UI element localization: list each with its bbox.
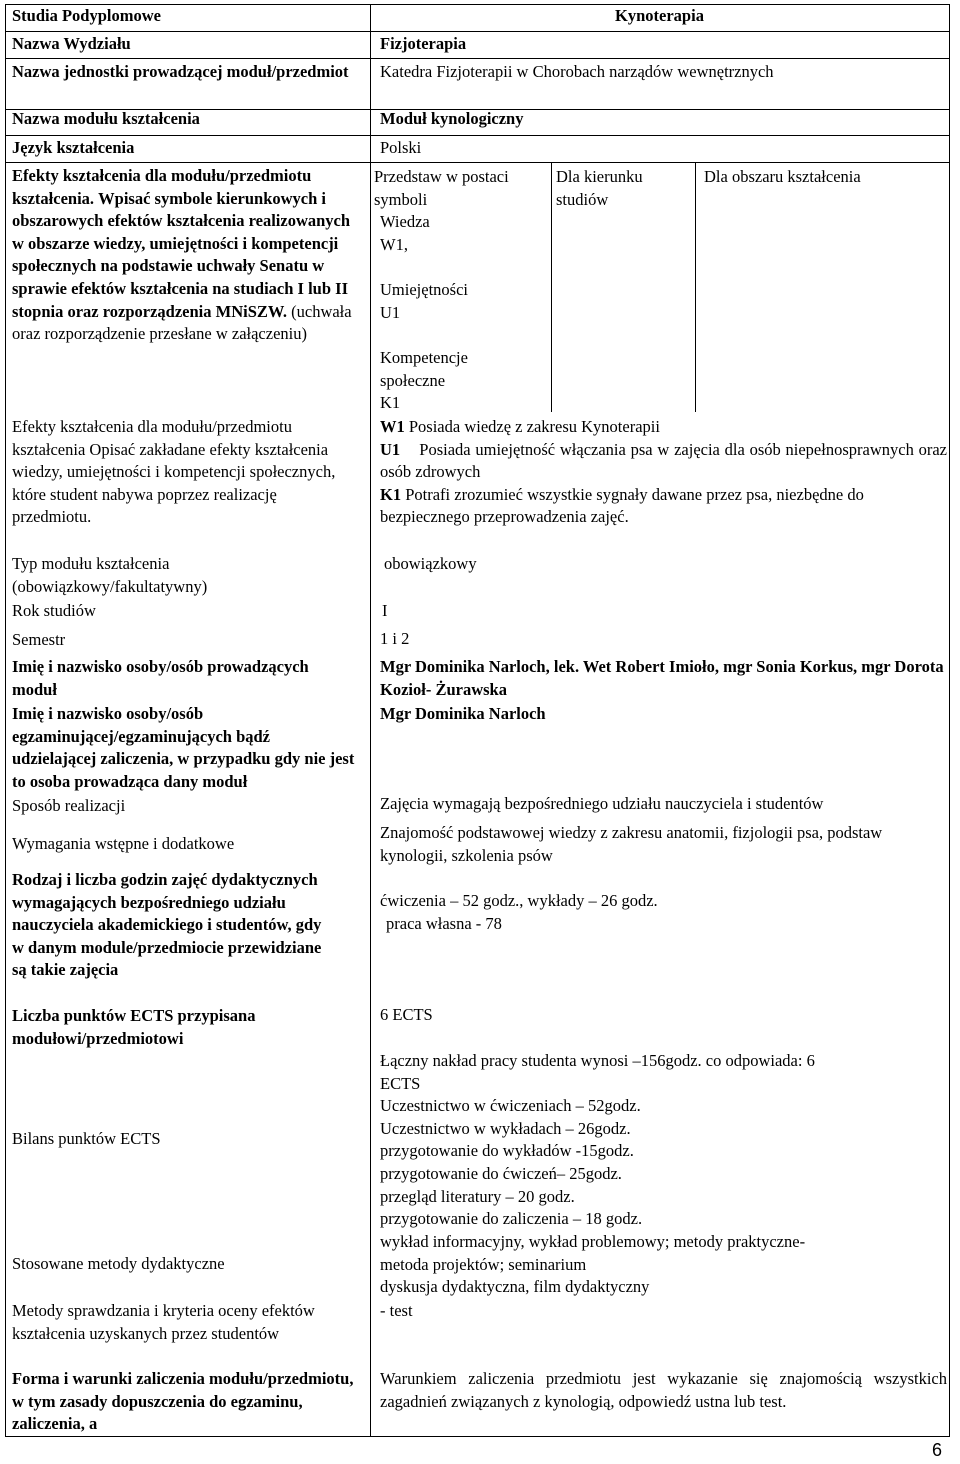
typ-label: Typ modułu kształcenia (obowiązkowy/fakultatywny) bbox=[12, 554, 208, 596]
efekty-note: (uchwała oraz rozporządzenie przesłane w załączeniu) bbox=[12, 301, 352, 344]
page-number: 6 bbox=[932, 1440, 943, 1460]
k1-code: K1 bbox=[380, 484, 402, 504]
wydzial-label: Nazwa Wydziału bbox=[12, 34, 131, 53]
sprawdzanie-label: Metody sprawdzania i kryteria oceny efektów kształcenia uzyskanych przez studentów bbox=[12, 1301, 315, 1343]
table-rule bbox=[949, 4, 950, 1436]
studia-value: Kynoterapia bbox=[615, 6, 704, 25]
godziny-label: Rodzaj i liczba godzin zajęć dydaktycznych wymagających bezpośredniego udziału nauczyciela akademickiego i studentów, gdy w danym module/przedmiocie przewidziane są takie zajęcia bbox=[12, 870, 322, 980]
table-rule bbox=[5, 4, 6, 1436]
egzaminator-label: Imię i nazwisko osoby/osób egzaminującej/egzaminujących bądź udzielającej zaliczenia, w przypadku gdy nie jest to osoba prowadząca dany moduł bbox=[12, 704, 355, 791]
table-rule bbox=[5, 1436, 950, 1437]
semestr-label: Semestr bbox=[12, 630, 66, 649]
metody-label: Stosowane metody dydaktyczne bbox=[12, 1254, 225, 1273]
bilans-line: przygotowanie do ćwiczeń– 25godz. bbox=[380, 1163, 622, 1183]
k1-item bbox=[380, 484, 947, 529]
metody-line: metoda projektów; seminarium bbox=[380, 1254, 587, 1274]
table-rule bbox=[5, 58, 950, 59]
bilans-line: przygotowanie do zaliczenia – 18 godz. bbox=[380, 1209, 643, 1229]
u1-code: U1 bbox=[380, 439, 401, 459]
k1-text: Potrafi zrozumieć wszystkie sygnały dawane przez psa, niezbędne do bezpiecznego przeprowadzenia zajęć. bbox=[380, 484, 864, 527]
u1-item bbox=[380, 439, 947, 484]
studia-label: Studia Podyplomowe bbox=[12, 6, 161, 25]
jezyk-value: Polski bbox=[380, 138, 422, 157]
table-rule bbox=[370, 4, 371, 1436]
w1-text: Posiada wiedzę z zakresu Kynoterapii bbox=[408, 417, 660, 436]
jezyk-label: Język kształcenia bbox=[12, 138, 135, 157]
godziny-value-1: ćwiczenia – 52 godz., wykłady – 26 godz. bbox=[380, 891, 658, 910]
jednostka-value: Katedra Fizjoterapii w Chorobach narządów wewnętrznych bbox=[380, 62, 774, 81]
forma-label: Forma i warunki zaliczenia modułu/przedmiotu, w tym zasady dopuszczenia do egzaminu, zaliczenia, a bbox=[12, 1369, 354, 1434]
bilans-line: przygotowanie do wykładów -15godz. bbox=[380, 1141, 634, 1161]
egzaminator-value: Mgr Dominika Narloch bbox=[380, 704, 546, 723]
sposob-label: Sposób realizacji bbox=[12, 796, 126, 815]
metody-lines bbox=[380, 1231, 805, 1299]
bilans-lines bbox=[380, 1050, 815, 1231]
prowadzacy-label: Imię i nazwisko osoby/osób prowadzących moduł bbox=[12, 657, 309, 699]
godziny-value-2: praca własna - 78 bbox=[386, 914, 502, 933]
umiejetnosci-label: Umiejętności bbox=[380, 280, 468, 299]
umiejetnosci-symbol: U1 bbox=[380, 303, 401, 322]
table-rule bbox=[551, 162, 552, 412]
semestr-value: 1 i 2 bbox=[380, 629, 410, 648]
table-rule bbox=[5, 31, 950, 32]
bilans-line: ECTS bbox=[380, 1073, 421, 1093]
modul-value: Moduł kynologiczny bbox=[380, 109, 524, 128]
efekty-instruction: Wpisać symbole kierunkowych i obszarowych efektów kształcenia realizowanych w obszarze wiedzy, umiejętności i kompetencji społecznych na podstawie uchwały Senatu w sprawie efektów kształcenia na studiach I lub II stopnia oraz rozporządzenia MNiSZW. bbox=[12, 188, 351, 321]
wiedza-label: Wiedza bbox=[380, 212, 430, 231]
w1-code: W1 bbox=[380, 417, 405, 436]
w1-item bbox=[380, 416, 947, 439]
kompetencje-symbol: K1 bbox=[380, 393, 401, 412]
rok-value: I bbox=[382, 601, 388, 620]
obszar-header: Dla obszaru kształcenia bbox=[704, 167, 861, 186]
typ-value: obowiązkowy bbox=[384, 554, 477, 573]
rok-label: Rok studiów bbox=[12, 601, 96, 620]
kierunek-header: Dla kierunku studiów bbox=[556, 167, 643, 209]
effects-list bbox=[380, 416, 947, 529]
symbols-header: Przedstaw w postaci symboli bbox=[374, 167, 509, 209]
wymagania-value: Znajomość podstawowej wiedzy z zakresu anatomii, fizjologii psa, podstaw kynologii, szkolenia psów bbox=[380, 823, 883, 865]
wiedza-symbol: W1, bbox=[380, 235, 408, 254]
prowadzacy-value: Mgr Dominika Narloch, lek. Wet Robert Imioło, mgr Sonia Korkus, mgr Dorota Kozioł- Żurawska bbox=[380, 657, 944, 699]
sprawdzanie-value: - test bbox=[380, 1301, 413, 1320]
bilans-line: Uczestnictwo w ćwiczeniach – 52godz. bbox=[380, 1096, 641, 1116]
efekty-label: Efekty kształcenia dla modułu/przedmiotu kształcenia. bbox=[12, 166, 312, 208]
table-rule bbox=[695, 162, 696, 412]
ects-label: Liczba punktów ECTS przypisana modułowi/przedmiotowi bbox=[12, 1006, 256, 1048]
u1-text: Posiada umiejętność włączania psa w zajęcia dla osób niepełnosprawnych oraz osób zdrowych bbox=[380, 439, 947, 482]
bilans-line: Uczestnictwo w wykładach – 26godz. bbox=[380, 1118, 631, 1138]
jednostka-label: Nazwa jednostki prowadzącej moduł/przedmiot bbox=[12, 62, 349, 81]
metody-line: dyskusja dydaktyczna, film dydaktyczny bbox=[380, 1277, 650, 1297]
table-rule bbox=[5, 135, 950, 136]
wymagania-label: Wymagania wstępne i dodatkowe bbox=[12, 834, 235, 853]
kompetencje-label: Kompetencje społeczne bbox=[380, 348, 468, 390]
bilans-line: przegląd literatury – 20 godz. bbox=[380, 1186, 575, 1206]
metody-line: wykład informacyjny, wykład problemowy; metody praktyczne- bbox=[380, 1232, 806, 1251]
bilans-label: Bilans punktów ECTS bbox=[12, 1129, 161, 1148]
modul-label: Nazwa modułu kształcenia bbox=[12, 109, 200, 128]
ects-value: 6 ECTS bbox=[380, 1005, 433, 1024]
bilans-line: Łączny nakład pracy studenta wynosi –156godz. co odpowiada: 6 bbox=[380, 1051, 815, 1070]
efekty-opis-label: Efekty kształcenia dla modułu/przedmiotu kształcenia bbox=[12, 417, 292, 459]
efekty-opis-block bbox=[12, 416, 357, 529]
sposob-value: Zajęcia wymagają bezpośredniego udziału nauczyciela i studentów bbox=[380, 794, 824, 813]
forma-value: Warunkiem zaliczenia przedmiotu jest wykazanie się znajomością wszystkich zagadnień związanych z kynologią, odpowiedź ustna lub test. bbox=[380, 1369, 947, 1411]
wydzial-value: Fizjoterapia bbox=[380, 34, 467, 53]
efekty-block bbox=[12, 165, 357, 346]
table-rule bbox=[5, 162, 950, 163]
efekty-opis-sub: Opisać zakładane efekty kształcenia wiedzy, umiejętności i kompetencji społecznych, które student nabywa poprzez realizację przedmiotu. bbox=[12, 439, 336, 527]
